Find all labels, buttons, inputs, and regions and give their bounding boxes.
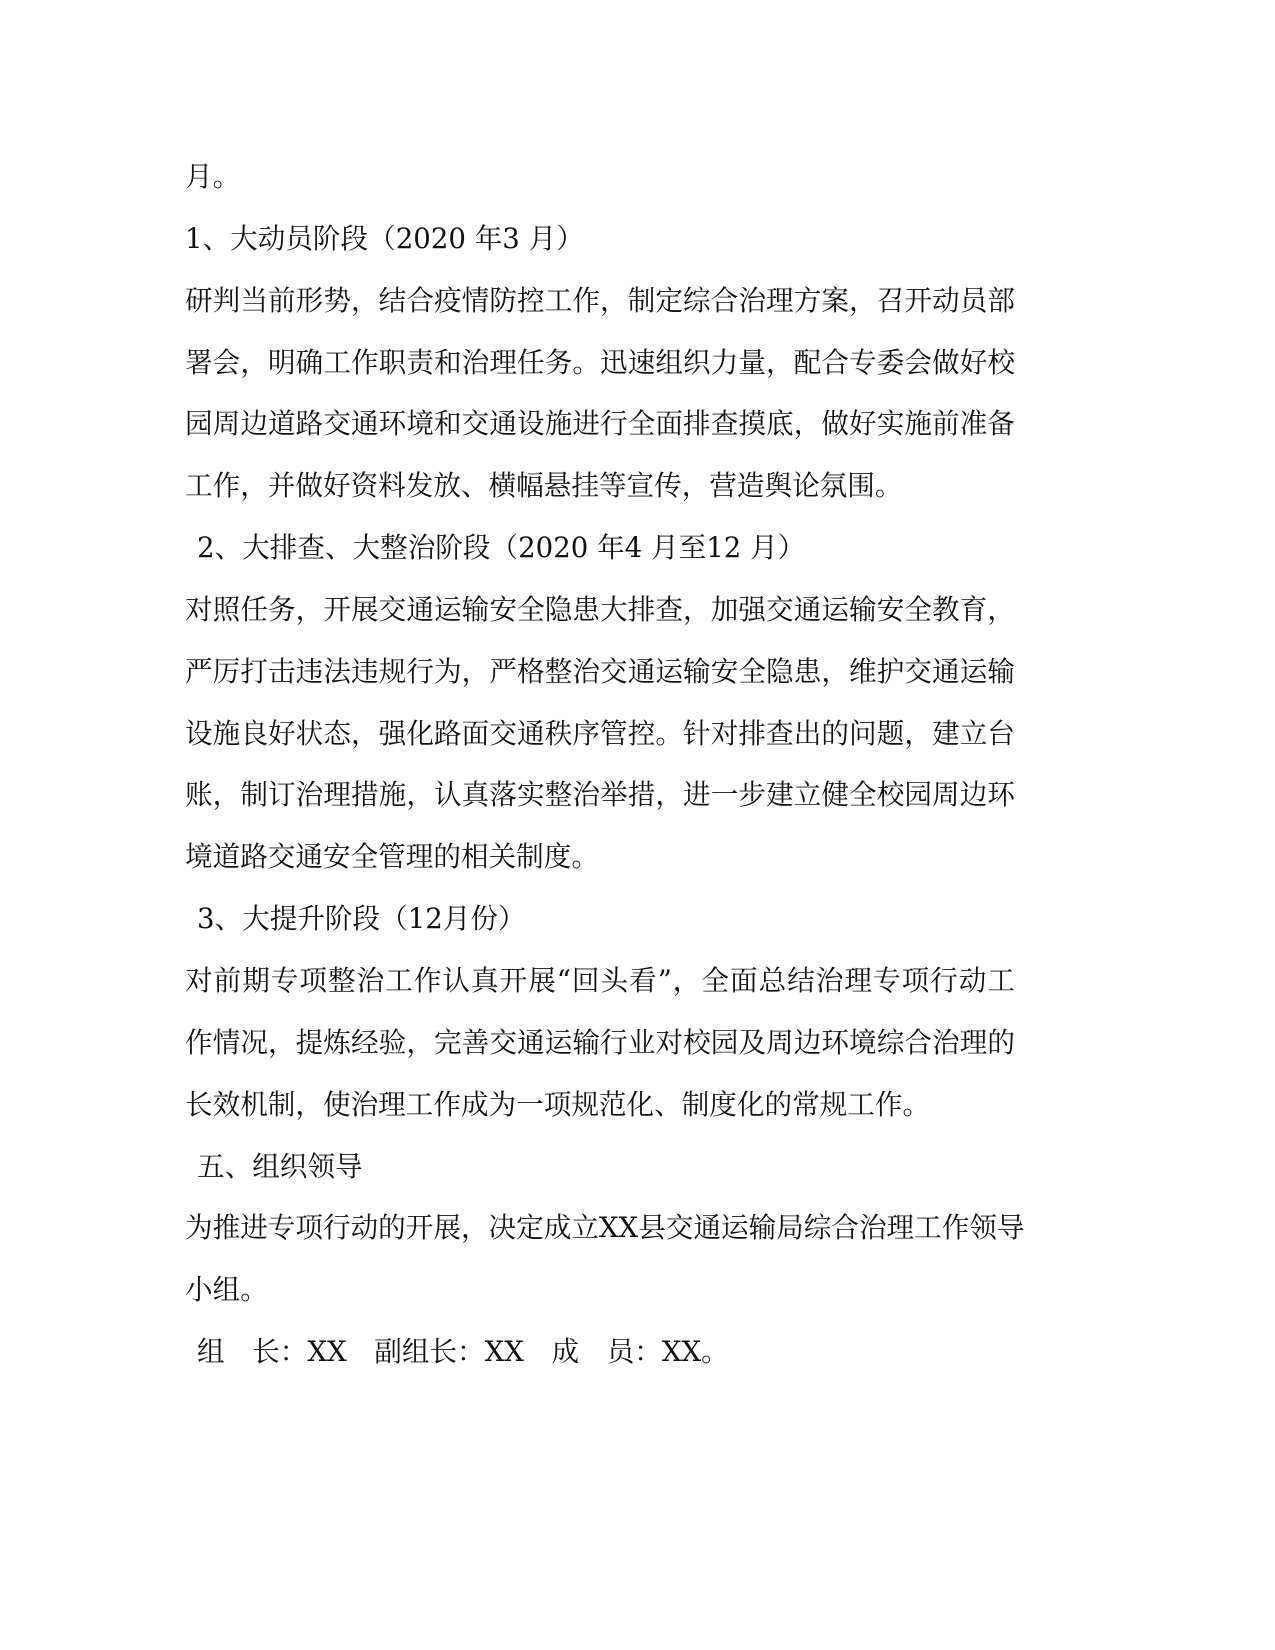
stage-1-body-line: 研判当前形势，结合疫情防控工作，制定综合治理方案，召开动员部	[185, 283, 1015, 317]
section-five-body-line: 小组。	[185, 1273, 268, 1307]
document-body	[185, 146, 1025, 1383]
stage-1-heading: 1、大动员阶段（2020 年3 月）	[185, 221, 584, 255]
section-five-body-line: 为推进专项行动的开展，决定成立XX县交通运输局综合治理工作领导	[185, 1211, 1025, 1245]
stage-2-body-line: 境道路交通安全管理的相关制度。	[185, 840, 599, 874]
stage-2-body-line: 设施良好状态，强化路面交通秩序管控。针对排查出的问题，建立台	[185, 716, 1015, 750]
stage-1-body-line: 工作，并做好资料发放、横幅悬挂等宣传，营造舆论氛围。	[185, 469, 903, 503]
continuation-text: 月。	[185, 160, 241, 193]
stage-1-body-line: 园周边道路交通环境和交通设施进行全面排查摸底，做好实施前准备	[185, 407, 1015, 441]
stage-3-body-line: 作情况，提炼经验，完善交通运输行业对校园及周边环境综合治理的	[185, 1025, 1015, 1059]
section-five-heading: 五、组织领导	[197, 1149, 363, 1183]
stage-1-body-line: 署会，明确工作职责和治理任务。迅速组织力量，配合专委会做好校	[185, 345, 1015, 379]
stage-2-body-line: 严厉打击违法违规行为，严格整治交通运输安全隐患，维护交通运输	[185, 654, 1015, 688]
stage-3-heading: 3、大提升阶段（12月份）	[197, 902, 526, 936]
stage-2-body-line: 对照任务，开展交通运输安全隐患大排查，加强交通运输安全教育，	[185, 592, 1015, 626]
leadership-members-line: 组 长：XX 副组长：XX 成 员：XX。	[197, 1335, 729, 1369]
stage-2-heading: 2、大排查、大整治阶段（2020 年4 月至12 月）	[197, 531, 806, 565]
stage-3-body-line: 长效机制，使治理工作成为一项规范化、制度化的常规工作。	[185, 1087, 931, 1121]
stage-3-body-line: 对前期专项整治工作认真开展“回头看”，全面总结治理专项行动工	[185, 963, 1015, 997]
stage-2-body-line: 账，制订治理措施，认真落实整治举措，进一步建立健全校园周边环	[185, 778, 1015, 812]
